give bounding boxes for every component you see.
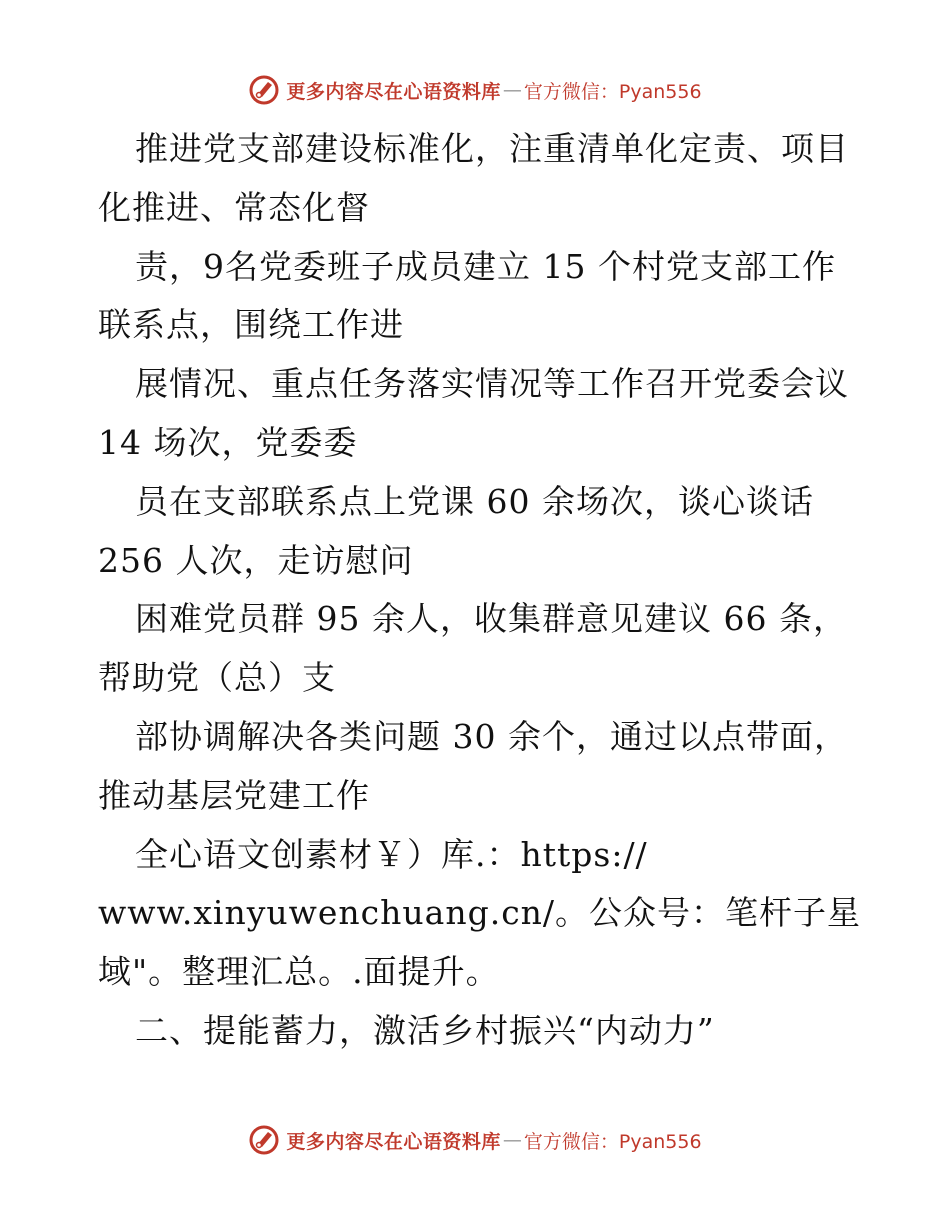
banner-separator: — xyxy=(502,1129,522,1151)
body-line: www.xinyuwenchuang.cn/。公众号：笔杆子星 xyxy=(98,893,862,933)
body-line: 联系点，围绕工作进 xyxy=(98,305,404,345)
logo-icon xyxy=(248,74,280,106)
banner-wechat: 官方微信：Pyan556 xyxy=(523,80,702,103)
body-line: 推动基层党建工作 xyxy=(98,775,370,815)
body-line: 域"。整理汇总。.面提升。 xyxy=(98,952,500,992)
footer-banner xyxy=(0,1120,950,1160)
body-line: 14 场次，党委委 xyxy=(98,422,358,462)
body-line: 全心语文创素材￥）库.：https:// xyxy=(135,834,648,874)
banner-title: 更多内容尽在心语资料库 xyxy=(286,80,501,103)
body-line: 帮助党（总）支 xyxy=(98,658,336,698)
banner-wechat: 官方微信：Pyan556 xyxy=(523,1130,702,1153)
section-heading: 二、提能蓄力，激活乡村振兴“内动力” xyxy=(135,1010,715,1050)
body-line: 256 人次，走访慰问 xyxy=(98,540,414,580)
logo-icon xyxy=(248,1124,280,1156)
body-line: 推进党支部建设标准化，注重清单化定责、项目 xyxy=(135,129,849,168)
body-line: 责，9名党委班子成员建立 15 个村党支部工作 xyxy=(135,246,836,286)
document-body xyxy=(98,120,898,1061)
body-line: 展情况、重点任务落实情况等工作召开党委会议 xyxy=(135,364,849,404)
body-line: 困难党员群 95 余人，收集群意见建议 66 条， xyxy=(135,599,847,639)
banner-separator: — xyxy=(502,79,522,101)
body-line: 员在支部联系点上党课 60 余场次，谈心谈话 xyxy=(135,481,814,521)
body-line: 化推进、常态化督 xyxy=(98,187,370,227)
banner-title: 更多内容尽在心语资料库 xyxy=(286,1130,501,1153)
body-line: 部协调解决各类问题 30 余个，通过以点带面， xyxy=(135,716,848,756)
header-banner xyxy=(0,70,950,110)
